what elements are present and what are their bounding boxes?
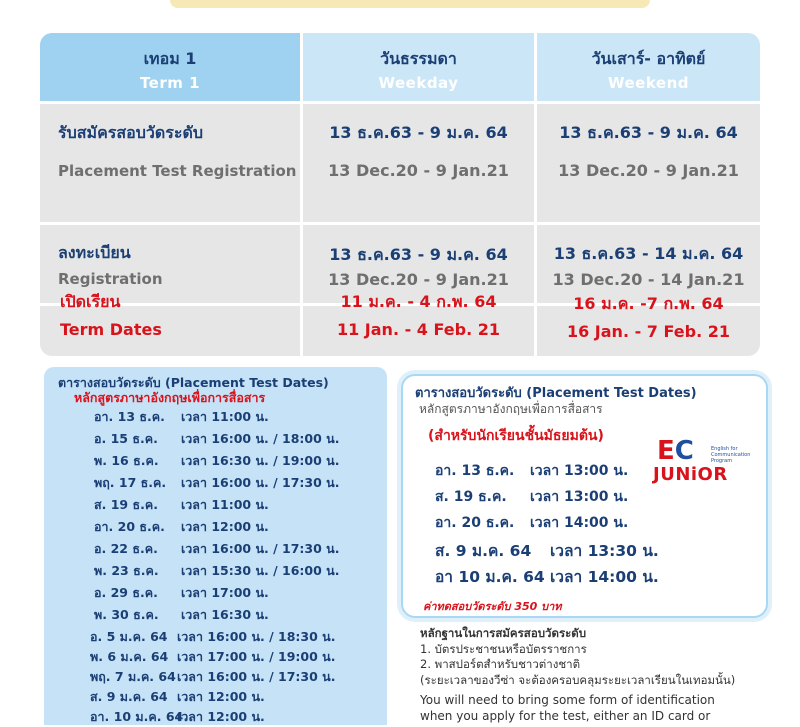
placement-junior-time: เวลา 13:30 น. xyxy=(550,542,659,560)
placement-general-date: พ. 30 ธ.ค. xyxy=(94,607,159,622)
row-placement-weekday-th: 13 ธ.ค.63 - 9 ม.ค. 64 xyxy=(329,123,508,142)
placement-junior-time: เวลา 13:00 น. xyxy=(530,489,629,505)
placement-general-row xyxy=(94,605,269,625)
notes-item-3: (ระยะเวลาของวีซ่า จะต้องครอบคลุมระยะเวลาเรียนในเทอมนั้น) xyxy=(420,672,736,687)
placement-general-row xyxy=(94,407,269,427)
placement-general-time: เวลา 17:00 น. / 19:00 น. xyxy=(177,649,336,664)
placement-general-row xyxy=(90,707,265,727)
placement-general-date: พฤ. 7 ม.ค. 64 xyxy=(90,669,176,684)
placement-junior-row xyxy=(435,512,628,534)
row-term-dates-weekday-en: 11 Jan. - 4 Feb. 21 xyxy=(336,320,501,339)
row-term-dates-weekend-th: 16 ม.ค. -7 ก.พ. 64 xyxy=(573,294,724,313)
schedule-table xyxy=(40,33,760,356)
header-weekday-en: Weekday xyxy=(378,74,459,92)
row-term-dates-weekday-th: 11 ม.ค. - 4 ก.พ. 64 xyxy=(340,292,497,311)
row-term-dates-label-en: Term Dates xyxy=(60,320,162,339)
placement-general-time: เวลา 16:00 น. / 18:30 น. xyxy=(177,629,336,644)
placement-general-date: อ. 5 ม.ค. 64 xyxy=(90,629,168,644)
row-placement-weekday xyxy=(303,104,534,222)
placement-general-date: พ. 6 ม.ค. 64 xyxy=(90,649,169,664)
placement-general-time: เวลา 11:00 น. xyxy=(181,409,269,424)
title-strip xyxy=(170,0,650,8)
row-registration-label-th: ลงทะเบียน xyxy=(58,243,131,262)
requirements-notes xyxy=(420,626,790,724)
placement-general-time: เวลา 12:00 น. xyxy=(181,519,269,534)
placement-general-time: เวลา 17:00 น. xyxy=(181,585,269,600)
placement-general-date: อา. 13 ธ.ค. xyxy=(94,409,165,424)
placement-junior-date: ส. 9 ม.ค. 64 xyxy=(435,542,532,560)
placement-junior-row xyxy=(435,564,659,589)
placement-fee: ค่าทดสอบวัดระดับ 350 บาท xyxy=(423,600,562,613)
row-placement-weekend xyxy=(537,104,760,222)
placement-general-date: อ. 15 ธ.ค. xyxy=(94,431,158,446)
placement-general-time: เวลา 12:00 น. xyxy=(177,709,265,724)
placement-junior-date: อา 10 ม.ค. 64 xyxy=(435,568,545,586)
placement-general-row xyxy=(94,517,269,537)
row-placement-weekend-en: 13 Dec.20 - 9 Jan.21 xyxy=(558,161,739,180)
placement-general-row xyxy=(94,539,339,559)
placement-general-time: เวลา 16:00 น. / 17:30 น. xyxy=(181,475,340,490)
placement-general-date: พฤ. 17 ธ.ค. xyxy=(94,475,167,490)
placement-junior-row xyxy=(435,486,628,508)
placement-general-date: อ. 29 ธ.ค. xyxy=(94,585,158,600)
placement-general-time: เวลา 12:00 น. xyxy=(177,689,265,704)
notes-item-2: 2. พาสปอร์ตสำหรับชาวต่างชาติ xyxy=(420,657,581,671)
placement-junior-time: เวลา 13:00 น. xyxy=(530,463,629,479)
header-weekend-th: วันเสาร์- อาทิตย์ xyxy=(591,49,706,68)
notes-english-2: when you apply for the test, either an ID card or xyxy=(420,708,711,723)
placement-junior-date: อา. 13 ธ.ค. xyxy=(435,463,515,479)
ec-junior-logo xyxy=(653,436,753,496)
row-placement-weekend-th: 13 ธ.ค.63 - 9 ม.ค. 64 xyxy=(559,123,738,142)
ec-logo-c: C xyxy=(674,436,694,466)
header-weekday xyxy=(303,33,534,101)
placement-general-row xyxy=(94,473,339,493)
placement-general-row xyxy=(90,667,335,687)
placement-general-time: เวลา 16:00 น. / 18:00 น. xyxy=(181,431,340,446)
placement-general-title: ตารางสอบวัดระดับ (Placement Test Dates) xyxy=(58,375,329,390)
placement-junior-audience: (สำหรับนักเรียนชั้นมัธยมต้น) xyxy=(428,428,604,444)
header-term-th: เทอม 1 xyxy=(143,49,197,68)
placement-general-time: เวลา 16:30 น. xyxy=(181,607,269,622)
placement-general-row xyxy=(94,451,339,471)
row-term-dates-weekend xyxy=(537,294,760,356)
notes-english-1: You will need to bring some form of identification xyxy=(420,693,715,707)
row-registration-weekday-th: 13 ธ.ค.63 - 9 ม.ค. 64 xyxy=(329,245,508,264)
row-registration-label-en: Registration xyxy=(58,270,163,288)
row-term-dates-weekday xyxy=(303,292,534,356)
row-placement-label-th: รับสมัครสอบวัดระดับ xyxy=(58,123,203,142)
notes-heading: หลักฐานในการสมัครสอบวัดระดับ xyxy=(420,626,587,640)
ec-logo-e: E xyxy=(657,436,675,466)
row-term-dates-weekend-en: 16 Jan. - 7 Feb. 21 xyxy=(566,322,731,341)
placement-general-row xyxy=(94,561,339,581)
placement-general-panel xyxy=(44,367,387,725)
placement-general-row xyxy=(94,583,269,603)
ec-logo-tagline: English for Communication Program xyxy=(711,446,751,464)
ec-logo-mark xyxy=(657,436,694,466)
header-weekend xyxy=(537,33,760,101)
row-registration-weekend-en: 13 Dec.20 - 14 Jan.21 xyxy=(552,270,745,289)
placement-general-date: อา. 10 ม.ค. 64 xyxy=(90,709,184,724)
row-registration-weekend-th: 13 ธ.ค.63 - 14 ม.ค. 64 xyxy=(553,244,744,263)
placement-junior-date: ส. 19 ธ.ค. xyxy=(435,489,507,505)
header-weekday-th: วันธรรมดา xyxy=(380,49,457,68)
placement-general-time: เวลา 16:00 น. / 17:30 น. xyxy=(181,541,340,556)
notes-item-1: 1. บัตรประชาชนหรือบัตรราชการ xyxy=(420,641,587,656)
placement-junior-panel xyxy=(401,374,768,618)
placement-general-date: พ. 23 ธ.ค. xyxy=(94,563,159,578)
placement-junior-row xyxy=(435,538,659,563)
header-term-en: Term 1 xyxy=(139,74,201,92)
placement-general-date: ส. 19 ธ.ค. xyxy=(94,497,158,512)
row-term-dates-label-th: เปิดเรียน xyxy=(60,292,121,311)
ec-logo-junior: JUNiOR xyxy=(653,464,728,485)
placement-general-row xyxy=(90,627,335,647)
placement-general-time: เวลา 15:30 น. / 16:00 น. xyxy=(181,563,340,578)
placement-junior-title: ตารางสอบวัดระดับ (Placement Test Dates) xyxy=(415,386,697,401)
placement-general-subtitle: หลักสูตรภาษาอังกฤษเพื่อการสื่อสาร xyxy=(74,390,266,405)
header-term xyxy=(40,33,300,101)
placement-general-date: อา. 20 ธ.ค. xyxy=(94,519,165,534)
placement-junior-row xyxy=(435,460,628,482)
row-term-dates-label xyxy=(40,292,300,356)
placement-general-row xyxy=(94,495,269,515)
placement-junior-subtitle: หลักสูตรภาษาอังกฤษเพื่อการสื่อสาร xyxy=(419,402,603,416)
row-registration-weekday-en: 13 Dec.20 - 9 Jan.21 xyxy=(328,270,509,289)
placement-junior-time: เวลา 14:00 น. xyxy=(530,515,629,531)
placement-general-time: เวลา 16:00 น. / 17:30 น. xyxy=(177,669,336,684)
row-placement-label-en: Placement Test Registration xyxy=(58,162,297,180)
placement-general-row xyxy=(90,647,335,667)
placement-general-row xyxy=(90,687,265,707)
placement-general-time: เวลา 16:30 น. / 19:00 น. xyxy=(181,453,340,468)
placement-general-date: พ. 16 ธ.ค. xyxy=(94,453,159,468)
placement-junior-time: เวลา 14:00 น. xyxy=(550,568,659,586)
placement-junior-date: อา. 20 ธ.ค. xyxy=(435,515,515,531)
placement-general-date: อ. 22 ธ.ค. xyxy=(94,541,158,556)
placement-general-date: ส. 9 ม.ค. 64 xyxy=(90,689,168,704)
placement-general-row xyxy=(94,429,339,449)
header-weekend-en: Weekend xyxy=(607,74,690,92)
row-placement-label xyxy=(40,104,300,222)
placement-general-time: เวลา 11:00 น. xyxy=(181,497,269,512)
row-placement-weekday-en: 13 Dec.20 - 9 Jan.21 xyxy=(328,161,509,180)
